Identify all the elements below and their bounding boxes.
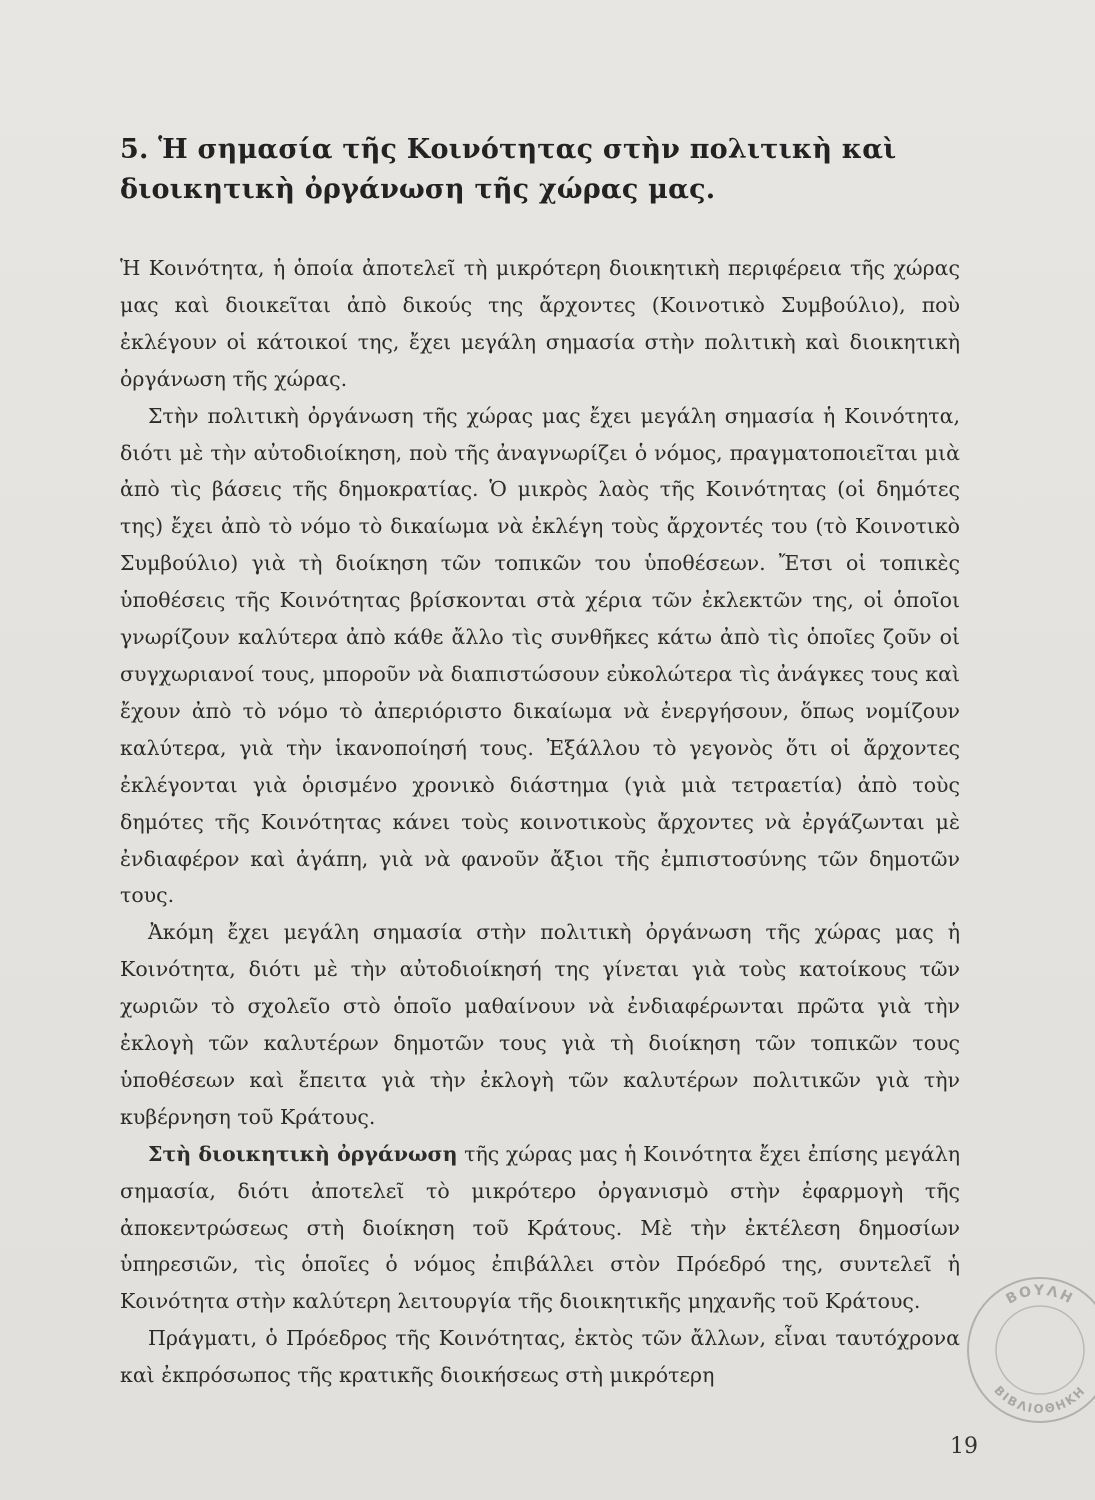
paragraph-4-bold-lead: Στὴ διοικητικὴ ὀργάνωση xyxy=(148,1141,458,1166)
paragraph-4 xyxy=(120,1136,960,1321)
stamp-bottom-text: ΒΙΒΛΙΟΘΗΚΗ xyxy=(991,1383,1089,1417)
svg-text:ΒΙΒΛΙΟΘΗΚΗ xyxy=(991,1383,1088,1416)
paragraph-5: Πράγματι, ὁ Πρόεδρος τῆς Κοινότητας, ἐκτὸς τῶν ἄλλων, εἶναι ταυτόχρονα καὶ ἐκπρόσωπος τῆς κρατικῆς διοικήσεως στὴ μικρότερη xyxy=(120,1326,960,1388)
page-number: 19 xyxy=(950,1434,978,1459)
section-heading: 5. Ἡ σημασία τῆς Κοινότητας στὴν πολιτικὴ καὶ διοικητικὴ ὀργάνωση τῆς χώρας μας. xyxy=(120,134,897,205)
paragraph-4-text: τῆς χώρας μας ἡ Κοινότητα ἔχει ἐπίσης μεγάλη σημασία, διότι ἀποτελεῖ τὸ μικρότερο ὀργανισμὸ στὴν ἐφαρμογὴ τῆς ἀποκεντρώσεως στὴ διοίκηση τοῦ Κράτους. Μὲ τὴν ἐκτέλεση δημοσίων ὑπηρεσιῶν, τὶς ὁποῖες ὁ νόμος ἐπιβάλλει στὸν Πρόεδρό της, συντελεῖ ἡ Κοινότητα στὴν καλύτερη λειτουργία τῆς διοικητικῆς μηχανῆς τοῦ Κράτους. xyxy=(120,1141,960,1314)
body-text xyxy=(120,250,960,1394)
paragraph-2: Στὴν πολιτικὴ ὀργάνωση τῆς χώρας μας ἔχει μεγάλη σημασία ἡ Κοινότητα, διότι μὲ τὴν αὐτοδιοίκηση, ποὺ τῆς ἀναγνωρίζει ὁ νόμος, πραγματοποιεῖται μιὰ ἀπὸ τὶς βάσεις τῆς δημοκρατίας. Ὁ μικρὸς λαὸς τῆς Κοινότητας (οἱ δημότες της) ἔχει ἀπὸ τὸ νόμο τὸ δικαίωμα νὰ ἐκλέγη τοὺς ἄρχοντές του (τὸ Κοινοτικὸ Συμβούλιο) γιὰ τὴ διοίκηση τῶν τοπικῶν του ὑποθέσεων. Ἔτσι οἱ τοπικὲς ὑποθέσεις τῆς Κοινότητας βρίσκονται στὰ χέρια τῶν ἐκλεκτῶν της, οἱ ὁποῖοι γνωρίζουν καλύτερα ἀπὸ κάθε ἄλλο τὶς συνθῆκες κάτω ἀπὸ τὶς ὁποῖες ζοῦν οἱ συγχωριανοί τους, μποροῦν νὰ διαπιστώσουν εὐκολώτερα τὶς ἀνάγκες τους καὶ ἔχουν ἀπὸ τὸ νόμο τὸ ἀπεριόριστο δικαίωμα νὰ ἐνεργήσουν, ὅπως νομίζουν καλύτερα, γιὰ τὴν ἱκανοποίησή τους. Ἐξάλλου τὸ γεγονὸς ὅτι οἱ ἄρχοντες ἐκλέγονται γιὰ ὁρισμένο χρονικὸ διάστημα (γιὰ μιὰ τετραετία) ἀπὸ τοὺς δημότες τῆς Κοινότητας κάνει τοὺς κοινοτικοὺς ἄρχοντες νὰ ἐργάζωνται μὲ ἐνδιαφέρον καὶ ἀγάπη, γιὰ νὰ φανοῦν ἄξιοι τῆς ἐμπιστοσύνης τῶν δημοτῶν τους. xyxy=(120,403,960,908)
paragraph-3: Ἀκόμη ἔχει μεγάλη σημασία στὴν πολιτικὴ ὀργάνωση τῆς χώρας μας ἡ Κοινότητα, διότι μὲ τὴν αὐτοδιοίκησή της γίνεται γιὰ τοὺς κατοίκους τῶν χωριῶν τὸ σχολεῖο στὸ ὁποῖο μαθαίνουν νὰ ἐνδιαφέρωνται πρῶτα γιὰ τὴν ἐκλογὴ τῶν καλυτέρων δημοτῶν τους γιὰ τὴ διοίκηση τῶν τοπικῶν τους ὑποθέσεων καὶ ἔπειτα γιὰ τὴν ἐκλογὴ τῶν καλυτέρων πολιτικῶν γιὰ τὴν κυβέρνηση τοῦ Κράτους. xyxy=(120,920,960,1129)
svg-text:ΒΟΥΛΗ xyxy=(1004,1283,1077,1308)
paragraph-1: Ἡ Κοινότητα, ἡ ὁποία ἀποτελεῖ τὴ μικρότερη διοικητικὴ περιφέρεια τῆς χώρας μας καὶ διοικεῖται ἀπὸ δικούς της ἄρχοντες (Κοινοτικὸ Συμβούλιο), ποὺ ἐκλέγουν οἱ κάτοικοί της, ἔχει μεγάλη σημασία στὴν πολιτικὴ καὶ διοικητικὴ ὀργάνωση τῆς χώρας. xyxy=(120,256,960,391)
stamp-top-text: ΒΟΥΛΗ xyxy=(1003,1282,1077,1308)
library-stamp xyxy=(955,1262,1095,1432)
